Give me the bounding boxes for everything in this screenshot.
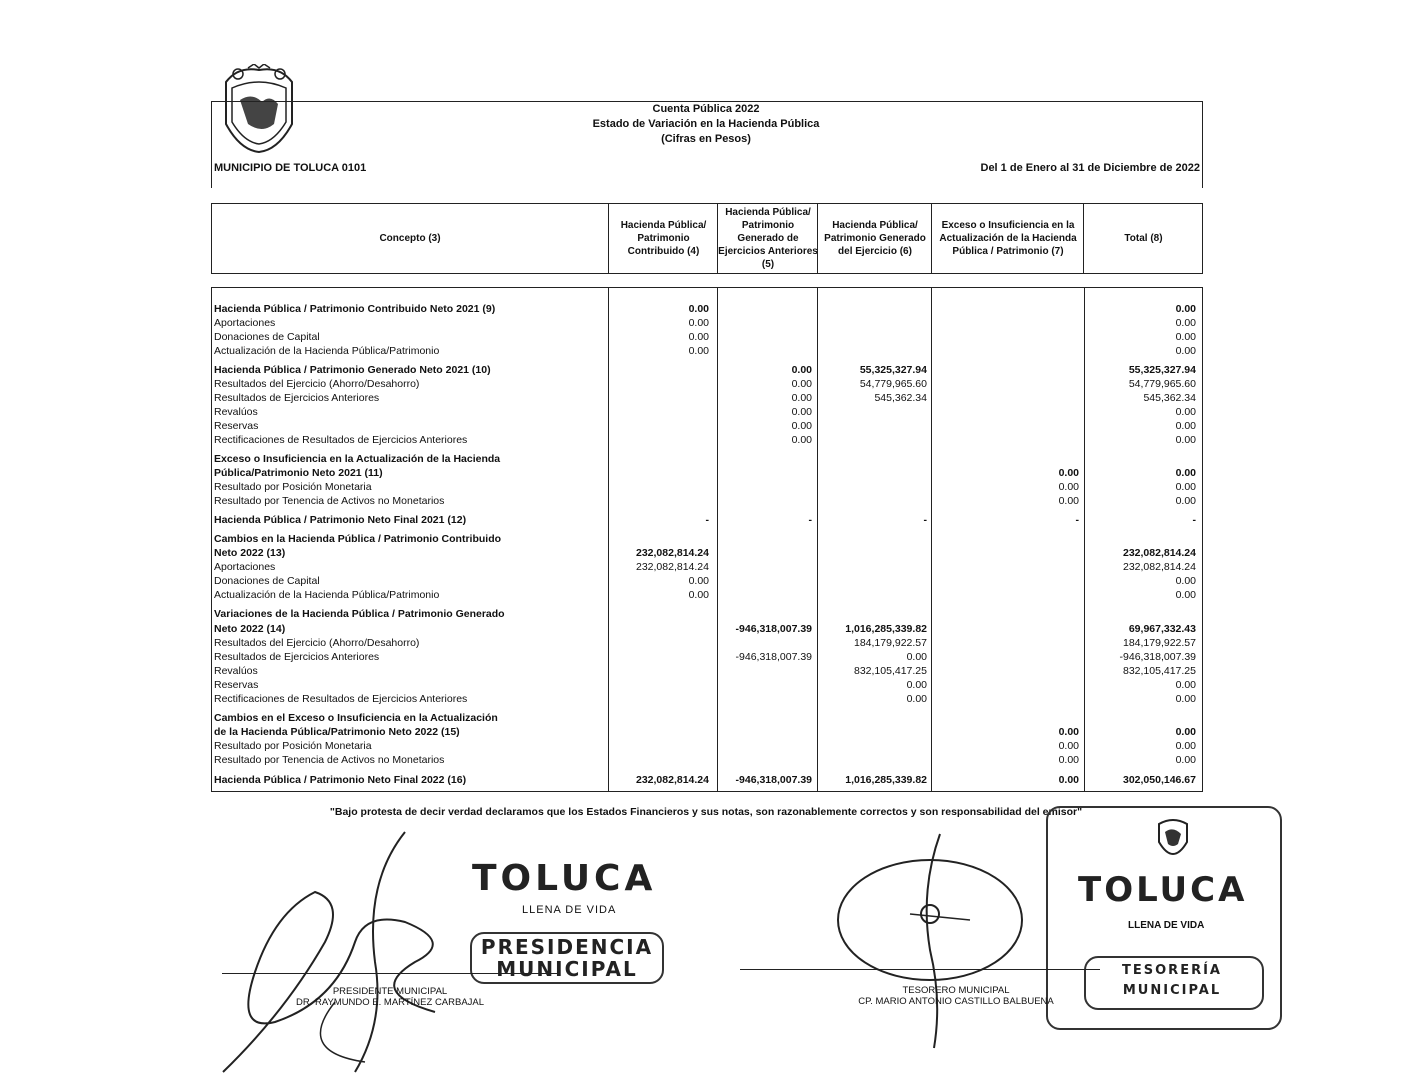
- cell-c6: 545,362.34: [874, 392, 927, 404]
- table-row: [211, 678, 1201, 692]
- cell-c8: 0.00: [1175, 726, 1196, 738]
- cell-c8: 0.00: [1175, 345, 1196, 357]
- row-label: Resultado por Posición Monetaria: [214, 481, 372, 493]
- stamp-office: PRESIDENCIA MUNICIPAL: [480, 935, 654, 981]
- row-label: Resultados de Ejercicios Anteriores: [214, 651, 380, 663]
- cell-c6: -: [923, 514, 927, 526]
- cell-c4: 0.00: [688, 303, 709, 315]
- row-label: Aportaciones: [214, 561, 276, 573]
- cell-c8: 0.00: [1175, 317, 1196, 329]
- cell-c5: 0.00: [791, 378, 812, 390]
- stamp-office: MUNICIPAL: [1122, 983, 1222, 998]
- cell-c5: 0.00: [791, 434, 812, 446]
- cell-c8: 0.00: [1175, 679, 1196, 691]
- table-row: [211, 405, 1201, 419]
- cell-c8: 54,779,965.60: [1128, 378, 1196, 390]
- cell-c7: 0.00: [1058, 774, 1079, 786]
- table-row: [211, 739, 1201, 753]
- cell-c8: 0.00: [1175, 331, 1196, 343]
- row-label: Revalúos: [214, 406, 258, 418]
- row-label: Resultados del Ejercicio (Ahorro/Desahorro): [214, 378, 420, 390]
- row-label: Actualización de la Hacienda Pública/Patrimonio: [214, 589, 440, 601]
- report-subtitle: Estado de Variación en la Hacienda Pública: [592, 118, 820, 130]
- row-label: Neto 2022 (14): [214, 623, 286, 635]
- cell-c6: 0.00: [906, 651, 927, 663]
- stamp-office: TESORERÍA: [1122, 963, 1222, 978]
- row-label: Resultado por Tenencia de Activos no Monetarios: [214, 495, 445, 507]
- table-row: [211, 391, 1201, 405]
- table-row: [211, 344, 1201, 358]
- table-row: [211, 363, 1201, 377]
- table-row: [211, 480, 1201, 494]
- table-row: [211, 692, 1201, 706]
- table-row: [211, 574, 1201, 588]
- row-label: Actualización de la Hacienda Pública/Patrimonio: [214, 345, 440, 357]
- table-row: [211, 560, 1201, 574]
- cell-c8: 55,325,327.94: [1128, 364, 1196, 376]
- cell-c8: 0.00: [1175, 303, 1196, 315]
- table-row: [211, 433, 1201, 447]
- stamp-city: TOLUCA: [1078, 870, 1248, 910]
- signer-title: PRESIDENTE MUNICIPAL: [332, 986, 448, 997]
- table-row: [211, 419, 1201, 433]
- cell-c8: 0.00: [1175, 406, 1196, 418]
- row-label: Pública/Patrimonio Neto 2021 (11): [214, 467, 383, 479]
- cell-c8: 545,362.34: [1143, 392, 1196, 404]
- cell-c8: 232,082,814.24: [1123, 561, 1196, 573]
- cell-c8: 0.00: [1175, 740, 1196, 752]
- stamp-motto: LLENA DE VIDA: [1128, 920, 1205, 931]
- row-label: Hacienda Pública / Patrimonio Generado Neto 2021 (10): [214, 364, 491, 376]
- row-label: Exceso o Insuficiencia en la Actualización de la Hacienda: [214, 453, 501, 465]
- row-label: Reservas: [214, 679, 259, 691]
- cell-c5: 0.00: [791, 420, 812, 432]
- cell-c8: 0.00: [1175, 575, 1196, 587]
- row-label: Hacienda Pública / Patrimonio Neto Final 2021 (12): [214, 514, 467, 526]
- cell-c8: 0.00: [1175, 420, 1196, 432]
- cell-c4: 0.00: [688, 589, 709, 601]
- table-row: [211, 377, 1201, 391]
- table-row: [211, 316, 1201, 330]
- table-row: [211, 330, 1201, 344]
- table-row: [211, 302, 1201, 316]
- cell-c4: 0.00: [688, 345, 709, 357]
- row-label: Rectificaciones de Resultados de Ejercicios Anteriores: [214, 693, 468, 705]
- signer-title: TESORERO MUNICIPAL: [902, 985, 1010, 996]
- cell-c5: -946,318,007.39: [735, 651, 812, 663]
- table-row: [211, 664, 1201, 678]
- row-label: Donaciones de Capital: [214, 575, 320, 587]
- cell-c6: 54,779,965.60: [859, 378, 927, 390]
- cell-c4: 0.00: [688, 575, 709, 587]
- col-header-exceso: Exceso o Insuficiencia en la Actualización de la Hacienda Pública / Patrimonio (7): [931, 204, 1084, 273]
- row-label: Donaciones de Capital: [214, 331, 320, 343]
- table-row: [211, 588, 1201, 602]
- cell-c8: 0.00: [1175, 495, 1196, 507]
- cell-c5: 0.00: [791, 364, 812, 376]
- signature-line: [222, 973, 558, 974]
- cell-c8: 0.00: [1175, 754, 1196, 766]
- cell-c8: 0.00: [1175, 467, 1196, 479]
- table-row: [211, 494, 1201, 508]
- row-label: Rectificaciones de Resultados de Ejercicios Anteriores: [214, 434, 468, 446]
- cell-c4: 232,082,814.24: [636, 561, 709, 573]
- cell-c4: 232,082,814.24: [636, 774, 709, 786]
- cell-c8: 302,050,146.67: [1123, 774, 1196, 786]
- cell-c7: 0.00: [1058, 726, 1079, 738]
- protest-statement: "Bajo protesta de decir verdad declaramos que los Estados Financieros y sus notas, son razonablemente correctos y son responsabilidad del emisor": [329, 806, 1083, 818]
- cell-c8: -946,318,007.39: [1119, 651, 1196, 663]
- stamp-motto: LLENA DE VIDA: [522, 904, 617, 916]
- cell-c8: 184,179,922.57: [1123, 637, 1196, 649]
- entity-name: MUNICIPIO DE TOLUCA 0101: [214, 162, 367, 174]
- cell-c5: -946,318,007.39: [735, 774, 812, 786]
- row-label: Resultados del Ejercicio (Ahorro/Desahorro): [214, 637, 420, 649]
- row-label: Resultados de Ejercicios Anteriores: [214, 392, 380, 404]
- cell-c8: 232,082,814.24: [1123, 547, 1196, 559]
- cell-c8: 0.00: [1175, 434, 1196, 446]
- col-header-ejercicios-anteriores: Hacienda Pública/ Patrimonio Generado de Ejercicios Anteriores (5): [717, 204, 818, 273]
- cell-c6: 0.00: [906, 693, 927, 705]
- cell-c7: -: [1075, 514, 1079, 526]
- cell-c7: 0.00: [1058, 467, 1079, 479]
- cell-c7: 0.00: [1058, 481, 1079, 493]
- cell-c4: 232,082,814.24: [636, 547, 709, 559]
- cell-c7: 0.00: [1058, 740, 1079, 752]
- table-row: [211, 650, 1201, 664]
- table-row: [211, 466, 1201, 480]
- cell-c4: 0.00: [688, 317, 709, 329]
- cell-c8: -: [1192, 514, 1196, 526]
- cell-c6: 55,325,327.94: [859, 364, 927, 376]
- cell-c6: 1,016,285,339.82: [845, 623, 927, 635]
- cell-c5: 0.00: [791, 406, 812, 418]
- signature-presidente: [215, 822, 675, 1079]
- row-label: de la Hacienda Pública/Patrimonio Neto 2022 (15): [214, 726, 460, 738]
- report-units: (Cifras en Pesos): [661, 133, 751, 145]
- cell-c6: 1,016,285,339.82: [845, 774, 927, 786]
- cell-c6: 0.00: [906, 679, 927, 691]
- cell-c6: 832,105,417.25: [854, 665, 927, 677]
- row-label: Revalúos: [214, 665, 258, 677]
- table-row: [211, 607, 1201, 621]
- col-header-ejercicio: Hacienda Pública/ Patrimonio Generado del Ejercicio (6): [817, 204, 932, 273]
- cell-c8: 0.00: [1175, 481, 1196, 493]
- col-header-concepto: Concepto (3): [379, 233, 441, 244]
- cell-c8: 832,105,417.25: [1123, 665, 1196, 677]
- signer-name: CP. MARIO ANTONIO CASTILLO BALBUENA: [858, 996, 1054, 1007]
- cell-c8: 69,967,332.43: [1128, 623, 1196, 635]
- row-label: Hacienda Pública / Patrimonio Contribuido Neto 2021 (9): [214, 303, 496, 315]
- report-period: Del 1 de Enero al 31 de Diciembre de 2022: [980, 162, 1200, 174]
- row-label: Hacienda Pública / Patrimonio Neto Final 2022 (16): [214, 774, 467, 786]
- table-row: [211, 753, 1201, 767]
- cell-c5: -: [808, 514, 812, 526]
- table-row: [211, 513, 1201, 527]
- signature-line: [740, 969, 1100, 970]
- table-row: [211, 711, 1201, 725]
- row-label: Cambios en el Exceso o Insuficiencia en la Actualización: [214, 712, 498, 724]
- cell-c7: 0.00: [1058, 754, 1079, 766]
- row-label: Neto 2022 (13): [214, 547, 286, 559]
- stamp-crest-icon: [1156, 816, 1190, 856]
- col-header-total: Total (8): [1083, 204, 1203, 273]
- cell-c4: -: [705, 514, 709, 526]
- row-label: Resultado por Tenencia de Activos no Monetarios: [214, 754, 445, 766]
- table-row: [211, 622, 1201, 636]
- row-label: Resultado por Posición Monetaria: [214, 740, 372, 752]
- stamp-city: TOLUCA: [472, 858, 657, 899]
- row-label: Variaciones de la Hacienda Pública / Patrimonio Generado: [214, 608, 505, 620]
- cell-c5: 0.00: [791, 392, 812, 404]
- table-row: [211, 636, 1201, 650]
- table-row: [211, 725, 1201, 739]
- cell-c4: 0.00: [688, 331, 709, 343]
- cell-c5: -946,318,007.39: [735, 623, 812, 635]
- cell-c8: 0.00: [1175, 589, 1196, 601]
- col-header-contribuido: Hacienda Pública/ Patrimonio Contribuido (4): [608, 204, 718, 273]
- table-row: [211, 452, 1201, 466]
- column-header-row: [211, 203, 1203, 274]
- signature-tesorero: [830, 830, 1030, 1050]
- report-title: Cuenta Pública 2022: [652, 103, 760, 115]
- table-row: [211, 546, 1201, 560]
- row-label: Reservas: [214, 420, 259, 432]
- row-label: Cambios en la Hacienda Pública / Patrimonio Contribuido: [214, 533, 502, 545]
- cell-c6: 184,179,922.57: [854, 637, 927, 649]
- signer-name: DR. RAYMUNDO E. MARTÍNEZ CARBAJAL: [295, 997, 485, 1008]
- cell-c7: 0.00: [1058, 495, 1079, 507]
- cell-c8: 0.00: [1175, 693, 1196, 705]
- table-row: [211, 532, 1201, 546]
- table-row: [211, 773, 1201, 787]
- row-label: Aportaciones: [214, 317, 276, 329]
